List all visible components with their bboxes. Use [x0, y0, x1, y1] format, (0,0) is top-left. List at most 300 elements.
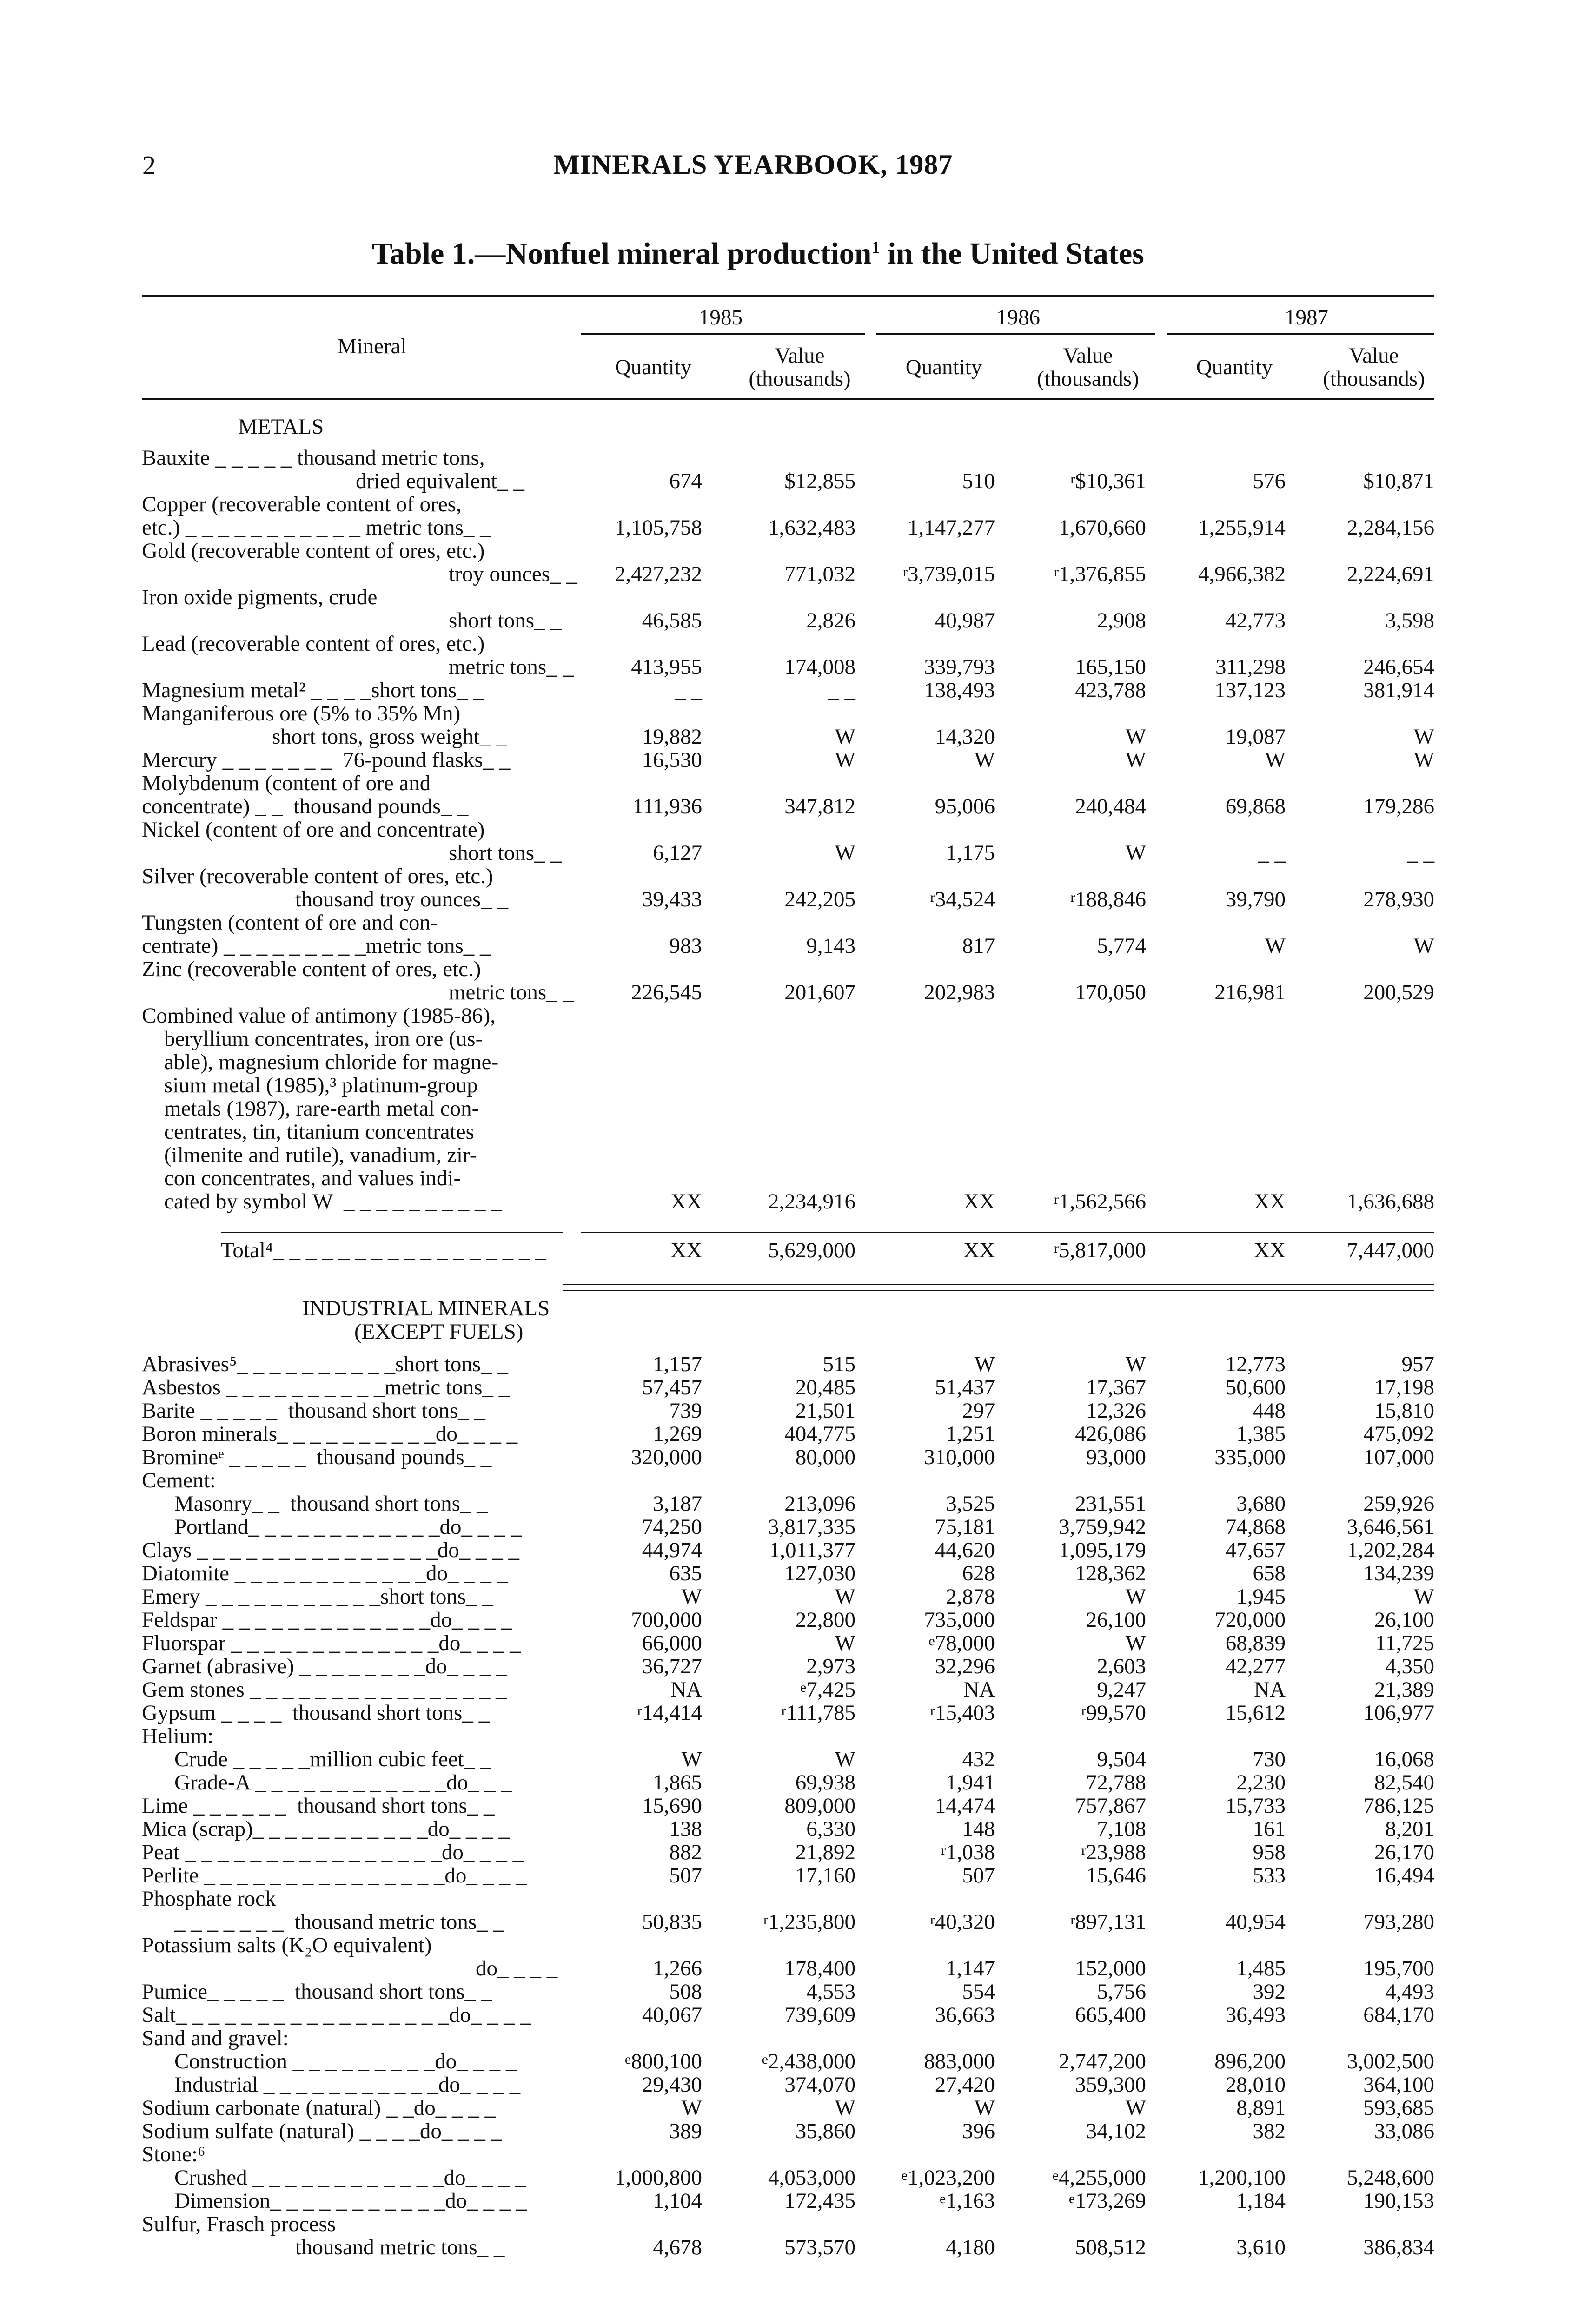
cell-quantity-1985: 138: [669, 1817, 702, 1841]
mineral-label: cated by symbol W _ _ _ _ _ _ _ _ _ _: [164, 1189, 502, 1214]
mineral-label: centrate) _ _ _ _ _ _ _ _ _metric tons_ _: [142, 934, 491, 958]
cell-quantity-1986: 14,320: [935, 725, 995, 749]
cell-value: 1,235,800: [768, 1910, 855, 1934]
cell-value-1987: 381,914: [1363, 678, 1434, 702]
cell-value-1987: 3,598: [1385, 608, 1434, 633]
mineral-label: Manganiferous ore (5% to 35% Mn): [142, 701, 461, 726]
table-row: [0, 469, 1578, 493]
cell-quantity-1987: 47,657: [1225, 1538, 1286, 1562]
cell-quantity-1986: [930, 1910, 995, 1934]
cell-quantity-1986: [928, 1631, 995, 1655]
mineral-label: Sodium sulfate (natural) _ _ _ _do_ _ _ _: [142, 2119, 502, 2143]
cell-quantity-1986: 95,006: [935, 794, 995, 819]
estimated-mark: e: [928, 1633, 935, 1649]
cell-value-1985: _ _: [828, 678, 855, 702]
header-quantity-1987: Quantity: [1196, 355, 1273, 379]
cell-quantity-1987: 69,868: [1225, 794, 1286, 819]
table-row: [0, 934, 1578, 958]
mineral-label: Emery _ _ _ _ _ _ _ _ _ _ _short tons_ _: [142, 1585, 493, 1609]
table-row: [0, 2235, 1578, 2259]
cell-quantity-1985: 46,585: [642, 608, 702, 633]
table-row: [0, 2212, 1578, 2236]
cell-quantity-1986: [930, 1701, 995, 1725]
cell-value-1987: 4,493: [1385, 1980, 1434, 2004]
cell-value-1986: 508,512: [1075, 2235, 1146, 2259]
table-row: [0, 608, 1578, 633]
table-row: [0, 632, 1578, 656]
header-value-unit: (thousands): [1037, 367, 1139, 391]
cell-value-1987: 684,170: [1363, 2003, 1434, 2027]
mineral-label: con concentrates, and values indi-: [164, 1166, 461, 1190]
cell-value-1986: 3,759,942: [1059, 1515, 1146, 1539]
table-row: [0, 1445, 1578, 1469]
cell-quantity-1987: 3,610: [1236, 2235, 1286, 2259]
cell-quantity-1987: 19,087: [1225, 725, 1286, 749]
header-year-1987: 1987: [1285, 305, 1328, 330]
cell-value: 7,425: [806, 1677, 855, 1702]
running-head: MINERALS YEARBOOK, 1987: [553, 149, 953, 180]
cell-value: 99,570: [1086, 1701, 1146, 1725]
cell-quantity-1986: 1,147: [946, 1956, 995, 1981]
cell-value-1985: 739,609: [784, 2003, 855, 2027]
cell-quantity-1985: 739: [669, 1399, 702, 1423]
mineral-label: Perlite _ _ _ _ _ _ _ _ _ _ _ _ _ _ _do_ _ _ _: [142, 1863, 527, 1888]
cell-quantity-1985: 50,835: [642, 1910, 702, 1934]
cell-quantity-1985: 1,105,758: [615, 515, 702, 540]
header-value-label: Value: [1349, 343, 1399, 368]
cell-value-1986: 9,504: [1097, 1747, 1146, 1771]
cell-quantity-1987: 658: [1253, 1561, 1286, 1585]
table-row: [0, 1956, 1578, 1981]
cell-value-1987: 3,646,561: [1347, 1515, 1434, 1539]
cell-value-1986: 359,300: [1075, 2073, 1146, 2097]
cell-value-1985: 2,973: [806, 1654, 855, 1678]
cell-value-1985: 127,030: [784, 1561, 855, 1585]
cell-quantity-1987: 74,868: [1225, 1515, 1286, 1539]
cell-value-1987: 7,447,000: [1347, 1238, 1434, 1262]
table-row: [0, 2026, 1578, 2050]
table-row: [0, 1515, 1578, 1539]
mineral-label: dried equivalent_ _: [356, 469, 524, 493]
cell-value-1987: 4,350: [1385, 1654, 1434, 1678]
mineral-label: etc.) _ _ _ _ _ _ _ _ _ _ _ metric tons_ _: [142, 515, 491, 540]
cell-value-1985: 2,826: [806, 608, 855, 633]
table-row: [0, 2166, 1578, 2190]
cell-value-1987: 5,248,600: [1347, 2166, 1434, 2190]
table-row: [0, 957, 1578, 981]
cell-quantity-1986: 36,663: [935, 2003, 995, 2027]
table-row: [0, 2189, 1578, 2213]
cell-value-1985: 242,205: [784, 887, 855, 911]
mineral-label: Grade-A _ _ _ _ _ _ _ _ _ _ _ _do_ _ _: [174, 1770, 512, 1795]
cell-value-1987: 246,654: [1363, 655, 1434, 679]
cell-quantity-1985: 1,000,800: [615, 2166, 702, 2190]
cell-value-1986: 5,774: [1097, 934, 1146, 958]
cell-value-1985: 201,607: [784, 980, 855, 1004]
cell-value-1985: W: [835, 725, 855, 749]
table-row: [0, 1050, 1578, 1074]
revised-mark: r: [1054, 1241, 1059, 1256]
cell-value-1985: 1,011,377: [769, 1538, 855, 1562]
header-value-unit: (thousands): [749, 367, 851, 391]
mineral-label: Boron minerals_ _ _ _ _ _ _ _ _ _do_ _ _ _: [142, 1422, 518, 1446]
cell-value-1986: [1070, 469, 1146, 493]
table-row: [0, 1120, 1578, 1144]
cell-value-1985: 1,632,483: [768, 515, 855, 540]
cell-quantity-1986: W: [974, 1352, 995, 1376]
cell-quantity-1985: XX: [670, 1189, 702, 1214]
mineral-label: Bauxite _ _ _ _ _ thousand metric tons,: [142, 446, 485, 470]
cell-value-1985: 404,775: [784, 1422, 855, 1446]
cell-value-1986: 2,603: [1097, 1654, 1146, 1678]
cell-quantity-1987: 720,000: [1214, 1608, 1286, 1632]
cell-value-1986: [1070, 887, 1146, 911]
mineral-label: Silver (recoverable content of ores, etc.): [142, 864, 493, 888]
revised-mark: r: [941, 1842, 946, 1858]
revised-mark: r: [930, 1703, 935, 1718]
revised-mark: r: [1054, 1192, 1059, 1207]
cell-quantity-1987: 36,493: [1225, 2003, 1286, 2027]
estimated-mark: e: [939, 2191, 946, 2206]
cell-value-1987: 786,125: [1363, 1794, 1434, 1818]
cell-value-1985: W: [835, 1747, 855, 1771]
table-row: [0, 911, 1578, 935]
cell-value-1985: 80,000: [795, 1445, 855, 1469]
mineral-label: Magnesium metal² _ _ _ _short tons_ _: [142, 678, 484, 702]
cell-value-1987: 15,810: [1374, 1399, 1434, 1423]
cell-value-1986: W: [1125, 1585, 1146, 1609]
table-row: [0, 841, 1578, 865]
mineral-label: Gold (recoverable content of ores, etc.): [142, 539, 485, 563]
cell-value-1986: 93,000: [1086, 1445, 1146, 1469]
cell-quantity-1987: 50,600: [1225, 1375, 1286, 1400]
table-row: [0, 725, 1578, 749]
cell-value-1987: 1,202,284: [1347, 1538, 1434, 1562]
mineral-label: Salt_ _ _ _ _ _ _ _ _ _ _ _ _ _ _ _ _do_ _ _ _: [142, 2003, 531, 2027]
mineral-label: Total⁴_ _ _ _ _ _ _ _ _ _ _ _ _ _ _ _ _: [221, 1238, 546, 1262]
table-row: [0, 1004, 1578, 1028]
cell-value-1985: 174,008: [784, 655, 855, 679]
cell-value-1985: W: [835, 748, 855, 772]
cell-value-1987: W: [1413, 1585, 1434, 1609]
table-row: [0, 1770, 1578, 1795]
cell-quantity-1986: 2,878: [946, 1585, 995, 1609]
cell-quantity-1986: 40,987: [935, 608, 995, 633]
mineral-label: Tungsten (content of ore and con-: [142, 911, 438, 935]
mineral-label: Mercury _ _ _ _ _ _ _ 76-pound flasks_ _: [142, 748, 511, 772]
table-row: [0, 1166, 1578, 1190]
cell-value-1986: [1054, 1238, 1146, 1262]
cell-value-1985: W: [835, 1585, 855, 1609]
cell-value-1986: 665,400: [1075, 2003, 1146, 2027]
cell-quantity-1985: 36,727: [642, 1654, 702, 1678]
cell-value-1987: _ _: [1407, 841, 1434, 865]
cell-quantity-1985: 1,269: [653, 1422, 702, 1446]
cell-value-1985: W: [835, 841, 855, 865]
cell-quantity-1985: 66,000: [642, 1631, 702, 1655]
page-number: 2: [142, 150, 156, 180]
cell-value-1987: 593,685: [1363, 2096, 1434, 2120]
revised-mark: r: [1054, 564, 1059, 580]
mineral-label: Cement:: [142, 1468, 216, 1492]
cell-value-1987: 2,224,691: [1347, 562, 1434, 586]
mineral-label: Peat _ _ _ _ _ _ _ _ _ _ _ _ _ _ _ _do_ _ _ _: [142, 1840, 524, 1864]
section-heading: [0, 1320, 1578, 1344]
cell-value-1987: 11,725: [1375, 1631, 1434, 1655]
mineral-label: thousand troy ounces_ _: [295, 887, 509, 911]
cell-quantity-1987: W: [1265, 748, 1286, 772]
cell-quantity-1987: 216,981: [1214, 980, 1286, 1004]
revised-mark: r: [930, 1912, 935, 1928]
cell-value-1987: 16,494: [1374, 1863, 1434, 1888]
cell-quantity-1986: 396: [962, 2119, 995, 2143]
revised-mark: r: [1070, 471, 1075, 487]
cell-value-1987: 179,286: [1363, 794, 1434, 819]
revised-mark: r: [1081, 1703, 1086, 1718]
mineral-label: sium metal (1985),³ platinum-group: [164, 1073, 478, 1097]
cell-value-1986: 15,646: [1086, 1863, 1146, 1888]
table-row: [0, 1677, 1578, 1702]
estimated-mark: e: [624, 2052, 631, 2067]
cell-quantity-1986: [930, 887, 995, 911]
mineral-label: short tons_ _: [449, 841, 562, 865]
mineral-label: Nickel (content of ore and concentrate): [142, 818, 485, 842]
cell-value-1986: 231,551: [1075, 1492, 1146, 1516]
cell-quantity-1985: 57,457: [642, 1375, 702, 1400]
revised-mark: r: [781, 1703, 786, 1718]
cell-value: 111,785: [786, 1701, 855, 1725]
table-row: [0, 1863, 1578, 1888]
cell-quantity-1986: 1,941: [946, 1770, 995, 1795]
cell-value-1985: 809,000: [784, 1794, 855, 1818]
cell-quantity-1985: W: [681, 1747, 702, 1771]
cell-value-1986: [1069, 2189, 1146, 2213]
mineral-label: Dimension_ _ _ _ _ _ _ _ _ _ _do_ _ _ _: [174, 2189, 527, 2213]
cell-value-1987: $10,871: [1363, 469, 1434, 493]
table-row: [0, 1701, 1578, 1725]
cell-quantity-1985: [625, 2049, 702, 2073]
mineral-label: Clays _ _ _ _ _ _ _ _ _ _ _ _ _ _ _do_ _ _ _: [142, 1538, 520, 1562]
cell-quantity-1987: 12,773: [1225, 1352, 1286, 1376]
mineral-label: do_ _ _ _: [476, 1956, 558, 1981]
cell-value-1986: [1054, 1189, 1146, 1214]
cell-value: 173,269: [1075, 2189, 1146, 2213]
cell-value-1985: 9,143: [806, 934, 855, 958]
cell-quantity-1985: 39,433: [642, 887, 702, 911]
cell-value-1987: W: [1413, 748, 1434, 772]
cell-value-1985: 6,330: [806, 1817, 855, 1841]
cell-quantity-1987: 533: [1253, 1863, 1286, 1888]
revised-mark: r: [903, 564, 908, 580]
cell-value: 188,846: [1075, 887, 1146, 911]
mineral-label: Portland_ _ _ _ _ _ _ _ _ _ _ _do_ _ _ _: [174, 1515, 522, 1539]
cell-quantity-1985: 19,882: [642, 725, 702, 749]
cell-quantity-1986: 510: [962, 469, 995, 493]
cell-value-1986: [1054, 562, 1146, 586]
table-row: [0, 1817, 1578, 1841]
table-row: [0, 1189, 1578, 1214]
cell-quantity-1987: 896,200: [1214, 2049, 1286, 2073]
cell-quantity-1985: 15,690: [642, 1794, 702, 1818]
mineral-label: Mica (scrap)_ _ _ _ _ _ _ _ _ _ _do_ _ _ _: [142, 1817, 510, 1841]
cell-value-1987: 2,284,156: [1347, 515, 1434, 540]
cell-value-1985: [762, 2049, 855, 2073]
cell-value-1986: 34,102: [1086, 2119, 1146, 2143]
cell-quantity-1987: W: [1265, 934, 1286, 958]
mineral-label: metric tons_ _: [449, 655, 574, 679]
table-row: [0, 1143, 1578, 1167]
table-row: [0, 1399, 1578, 1423]
cell-quantity-1987: 137,123: [1214, 678, 1286, 702]
mineral-label: troy ounces_ _: [449, 562, 577, 586]
cell-value-1986: W: [1125, 2096, 1146, 2120]
cell-value-1986: [1053, 2166, 1146, 2190]
cell-value: 4,255,000: [1059, 2166, 1146, 2190]
cell-quantity-1987: 42,773: [1225, 608, 1286, 633]
cell-value-1986: 5,756: [1097, 1980, 1146, 2004]
cell-quantity-1986: 27,420: [935, 2073, 995, 2097]
cell-value-1986: 128,362: [1075, 1561, 1146, 1585]
revised-mark: r: [1070, 1912, 1075, 1928]
cell-value-1985: 20,485: [795, 1375, 855, 1400]
table-row: [0, 1631, 1578, 1655]
mineral-label: Fluorspar _ _ _ _ _ _ _ _ _ _ _ _ _do_ _ _ _: [142, 1631, 521, 1655]
cell-value: 3,739,015: [908, 562, 995, 586]
table-row: [0, 539, 1578, 563]
mineral-label: beryllium concentrates, iron ore (us-: [164, 1027, 483, 1051]
cell-value-1987: 190,153: [1363, 2189, 1434, 2213]
cell-value-1986: 26,100: [1086, 1608, 1146, 1632]
table-row: [0, 1468, 1578, 1492]
header-quantity-1986: Quantity: [905, 355, 982, 379]
cell-value: 40,320: [935, 1910, 995, 1934]
mineral-label: Asbestos _ _ _ _ _ _ _ _ _ _metric tons_ _: [142, 1375, 510, 1400]
table-row: [0, 1794, 1578, 1818]
mineral-label: short tons_ _: [449, 608, 562, 633]
cell-quantity-1986: 817: [962, 934, 995, 958]
table-row: [0, 515, 1578, 540]
mineral-label: Combined value of antimony (1985-86),: [142, 1004, 496, 1028]
cell-value-1987: W: [1413, 934, 1434, 958]
table-row: [0, 1096, 1578, 1121]
cell-value-1987: 195,700: [1363, 1956, 1434, 1981]
cell-value-1986: 12,326: [1086, 1399, 1146, 1423]
cell-quantity-1987: XX: [1254, 1238, 1286, 1262]
cell-value-1987: 26,100: [1374, 1608, 1434, 1632]
cell-quantity-1985: 508: [669, 1980, 702, 2004]
cell-quantity-1987: 382: [1253, 2119, 1286, 2143]
cell-quantity-1987: 1,255,914: [1198, 515, 1286, 540]
cell-quantity-1986: 339,793: [924, 655, 995, 679]
cell-value-1985: [800, 1677, 855, 1702]
cell-quantity-1985: 1,865: [653, 1770, 702, 1795]
mineral-label: concentrate) _ _ thousand pounds_ _: [142, 794, 469, 819]
cell-quantity-1987: 335,000: [1214, 1445, 1286, 1469]
cell-value-1987: 957: [1401, 1352, 1434, 1376]
cell-value-1986: 423,788: [1075, 678, 1146, 702]
table-row: [0, 2119, 1578, 2143]
cell-quantity-1985: 1,104: [653, 2189, 702, 2213]
cell-value-1985: 573,570: [784, 2235, 855, 2259]
cell-quantity-1987: 1,200,100: [1198, 2166, 1286, 2190]
cell-value-1985: W: [835, 1631, 855, 1655]
cell-quantity-1987: 958: [1253, 1840, 1286, 1864]
mineral-label: Molybdenum (content of ore and: [142, 771, 431, 795]
cell-value-1985: 178,400: [784, 1956, 855, 1981]
cell-value-1986: 1,670,660: [1059, 515, 1146, 540]
cell-value-1986: 165,150: [1075, 655, 1146, 679]
mineral-label: thousand metric tons_ _: [295, 2235, 505, 2259]
cell-value-1985: 347,812: [784, 794, 855, 819]
cell-value-1987: 82,540: [1374, 1770, 1434, 1795]
cell-quantity-1985: 16,530: [642, 748, 702, 772]
cell-quantity-1986: 554: [962, 1980, 995, 2004]
table-row: [0, 1724, 1578, 1748]
cell-value-1985: 21,892: [795, 1840, 855, 1864]
table-row: [0, 1027, 1578, 1051]
cell-value-1986: W: [1125, 841, 1146, 865]
cell-value: 897,131: [1075, 1910, 1146, 1934]
cell-quantity-1985: 320,000: [631, 1445, 702, 1469]
cell-value: 1,376,855: [1059, 562, 1146, 586]
table-row: [0, 864, 1578, 888]
cell-value-1987: 200,529: [1363, 980, 1434, 1004]
cell-quantity-1987: 161: [1253, 1817, 1286, 1841]
cell-value-1986: 72,788: [1086, 1770, 1146, 1795]
mineral-label: short tons, gross weight_ _: [272, 725, 507, 749]
cell-quantity-1985: 1,157: [653, 1352, 702, 1376]
mineral-label: Helium:: [142, 1724, 214, 1748]
cell-quantity-1986: 32,296: [935, 1654, 995, 1678]
cell-quantity-1985: 882: [669, 1840, 702, 1864]
revised-mark: r: [637, 1703, 642, 1718]
cell-value-1987: 793,280: [1363, 1910, 1434, 1934]
cell-value-1985: W: [835, 2096, 855, 2120]
cell-quantity-1986: 297: [962, 1399, 995, 1423]
cell-value-1986: 152,000: [1075, 1956, 1146, 1981]
cell-value: 1,023,200: [908, 2166, 995, 2190]
cell-quantity-1987: XX: [1254, 1189, 1286, 1214]
cell-quantity-1987: 1,184: [1236, 2189, 1286, 2213]
cell-quantity-1986: 1,175: [946, 841, 995, 865]
cell-value-1987: 106,977: [1363, 1701, 1434, 1725]
table-row: [0, 678, 1578, 702]
table-row: [0, 655, 1578, 679]
cell-quantity-1985: 3,187: [653, 1492, 702, 1516]
cell-value: 1,163: [946, 2189, 995, 2213]
mineral-label: Phosphate rock: [142, 1887, 276, 1911]
mineral-label: Zinc (recoverable content of ores, etc.): [142, 957, 481, 981]
cell-value-1985: 374,070: [784, 2073, 855, 2097]
cell-quantity-1987: NA: [1254, 1677, 1286, 1702]
cell-quantity-1985: W: [681, 1585, 702, 1609]
cell-value-1987: 16,068: [1374, 1747, 1434, 1771]
cell-value-1985: 3,817,335: [768, 1515, 855, 1539]
cell-value-1986: 426,086: [1075, 1422, 1146, 1446]
estimated-mark: e: [762, 2052, 768, 2067]
mineral-label: Lead (recoverable content of ores, etc.): [142, 632, 485, 656]
cell-quantity-1987: 448: [1253, 1399, 1286, 1423]
cell-quantity-1985: 4,678: [653, 2235, 702, 2259]
cell-quantity-1986: 3,525: [946, 1492, 995, 1516]
cell-quantity-1985: W: [681, 2096, 702, 2120]
cell-quantity-1985: 635: [669, 1561, 702, 1585]
revised-mark: r: [1070, 890, 1075, 905]
table-row: [0, 1492, 1578, 1516]
mineral-label: Crushed _ _ _ _ _ _ _ _ _ _ _ _do_ _ _ _: [174, 2166, 526, 2190]
cell-quantity-1986: 4,180: [946, 2235, 995, 2259]
table-row: [0, 1238, 1578, 1262]
